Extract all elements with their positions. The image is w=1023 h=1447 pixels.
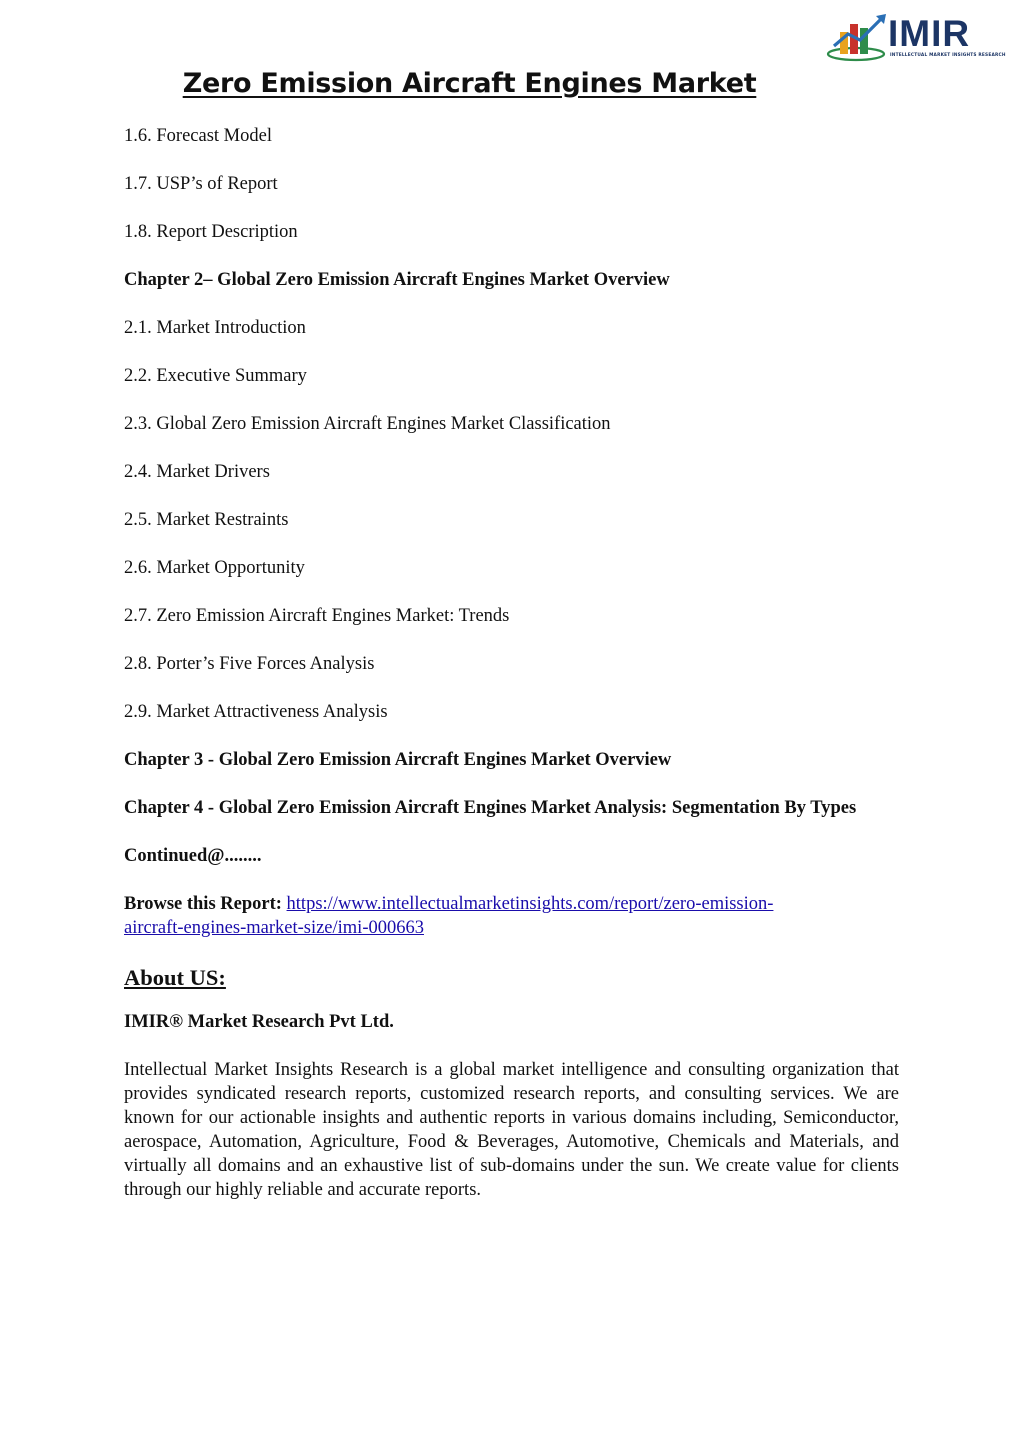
continued-note: Continued@........ [124, 846, 262, 866]
report-link-line-2: aircraft-engines-market-size/imi-000663 [124, 918, 424, 938]
toc-item: 2.3. Global Zero Emission Aircraft Engines Market Classification [124, 414, 611, 434]
logo-chart-icon [826, 12, 888, 64]
toc-item: 2.8. Porter’s Five Forces Analysis [124, 654, 375, 674]
toc-item: 1.7. USP’s of Report [124, 174, 278, 194]
about-heading: About US: [124, 965, 226, 990]
report-link-line-1: https://www.intellectualmarketinsights.com/report/zero-emission- [286, 894, 774, 914]
toc-item: 1.6. Forecast Model [124, 126, 272, 146]
toc-item: 2.2. Executive Summary [124, 366, 307, 386]
imir-logo [826, 12, 1004, 64]
toc-item: 2.6. Market Opportunity [124, 558, 305, 578]
toc-item: 1.8. Report Description [124, 222, 298, 242]
chapter-heading-4: Chapter 4 - Global Zero Emission Aircraft Engines Market Analysis: Segmentation By Types [124, 798, 857, 818]
page-title: Zero Emission Aircraft Engines Market [182, 68, 757, 99]
document-body [124, 124, 899, 1202]
toc-item: 2.4. Market Drivers [124, 462, 270, 482]
toc-item: 2.9. Market Attractiveness Analysis [124, 702, 388, 722]
about-paragraph: Intellectual Market Insights Research is a global market intelligence and consulting organization that provides syndicated research reports, customized research reports, and consulting services. We are known for our actionable insights and authentic reports in various domains including, Semiconductor, aerospace, Automation, Agriculture, Food & Beverages, Automotive, Chemicals and Materials, and virtually all domains and an exhaustive list of sub-domains under the sun. We create value for clients through our highly reliable and accurate reports. [124, 1060, 899, 1200]
company-name: IMIR® Market Research Pvt Ltd. [124, 1012, 394, 1032]
toc-item: 2.5. Market Restraints [124, 510, 289, 530]
chapter-heading-2: Chapter 2– Global Zero Emission Aircraft Engines Market Overview [124, 270, 670, 290]
browse-report [124, 892, 899, 940]
toc-item: 2.7. Zero Emission Aircraft Engines Market: Trends [124, 606, 510, 626]
toc-item: 2.1. Market Introduction [124, 318, 306, 338]
chapter-heading-3: Chapter 3 - Global Zero Emission Aircraft Engines Market Overview [124, 750, 672, 770]
logo-wordmark: IMIR [888, 13, 971, 54]
logo-tagline: INTELLECTUAL MARKET INSIGHTS RESEARCH [890, 53, 1006, 58]
browse-label: Browse this Report: [124, 894, 282, 914]
